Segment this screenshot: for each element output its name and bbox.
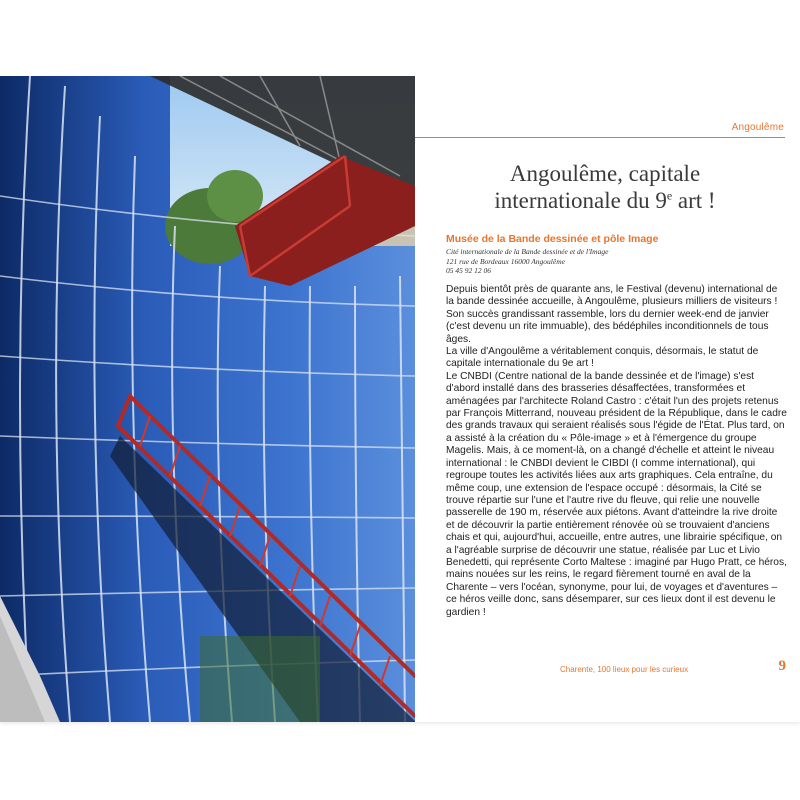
- footer-book-title: Charente, 100 lieux pour les curieux: [560, 665, 689, 674]
- running-head-rule: [415, 137, 785, 138]
- venue-block: [446, 233, 776, 276]
- page-number: 9: [778, 658, 786, 674]
- article-title: [435, 160, 775, 214]
- body-paragraph: Depuis bientôt près de quarante ans, le Festival (devenu) international de la bande dessinée accueille, à Angoulême, plusieurs milliers de visiteurs ! Son succès grandissant rassemble, lors du dernier week-end de janvier (c'est devenu un rite immuable), des bédéphiles inconditionnels de tous âges.: [446, 284, 778, 345]
- title-superscript: e: [666, 188, 673, 203]
- title-line-2-pre: internationale du 9: [494, 188, 667, 213]
- body-paragraph: La ville d'Angoulême a véritablement conquis, désormais, le statut de capitale internationale du 9e art !: [446, 346, 759, 370]
- body-paragraph: Le CNBDI (Centre national de la bande dessinée et de l'image) s'est d'abord installé dans des brasseries désaffectées, transformées et aménagées par l'architecte Roland Castro : c'était l'un des projets retenus par François Mitterrand, nouveau président de la République, dans le cadre des grands travaux qui seraient réalisés sous l'égide de l'État. Plus tard, on a assisté à la création du « Pôle-image » et à l'émergence du groupe Magelis. Mais, à ce moment-là, on a changé d'échelle et atteint le niveau international : le CNBDI devient le CIBDI (I comme international), qui regroupe toutes les activités liées aux arts graphiques. Cela entraîne, du même coup, une extension de l'espace occupé : désormais, la Cité se trouve répartie sur l'une et l'autre rive du fleuve, qui relie une nouvelle passerelle de 190 m, réservée aux piétons. Avant d'atteindre la rive droite et de découvrir la partie entièrement rénovée où se trouvaient d'anciens chais et qui, aujourd'hui, accueille, entre autres, une librairie spécifique, on a l'agréable surprise de découvrir une statue, réalisée par Luc et Livio Benedetti, qui représente Corto Maltese : imaginé par Hugo Pratt, ce héros, mains nouées sur les reins, le regard fièrement tourné en aval de la Charente – vers l'océan, synonyme, pour lui, de voyages et d'aventures – ce héros veille donc, sans désemparer, sur ces lieux dont il est devenu le gardien !: [446, 370, 787, 618]
- running-head: Angoulême: [731, 122, 784, 133]
- venue-address: 121 rue de Bordeaux 16000 Angoulême: [446, 256, 565, 266]
- title-line-1: Angoulême, capitale: [509, 161, 701, 186]
- venue-phone: 05 45 92 12 06: [446, 266, 491, 275]
- title-line-2-post: art !: [672, 188, 716, 213]
- venue-full-name: Cité internationale de la Bande dessinée et de l'Image: [446, 247, 609, 256]
- glass-staircase-illustration: [0, 76, 415, 722]
- building-photo: [0, 76, 415, 722]
- text-page: [415, 76, 800, 722]
- article-body: [446, 284, 788, 619]
- book-spread: [0, 76, 800, 722]
- venue-name: Musée de la Bande dessinée et pôle Image: [446, 233, 659, 245]
